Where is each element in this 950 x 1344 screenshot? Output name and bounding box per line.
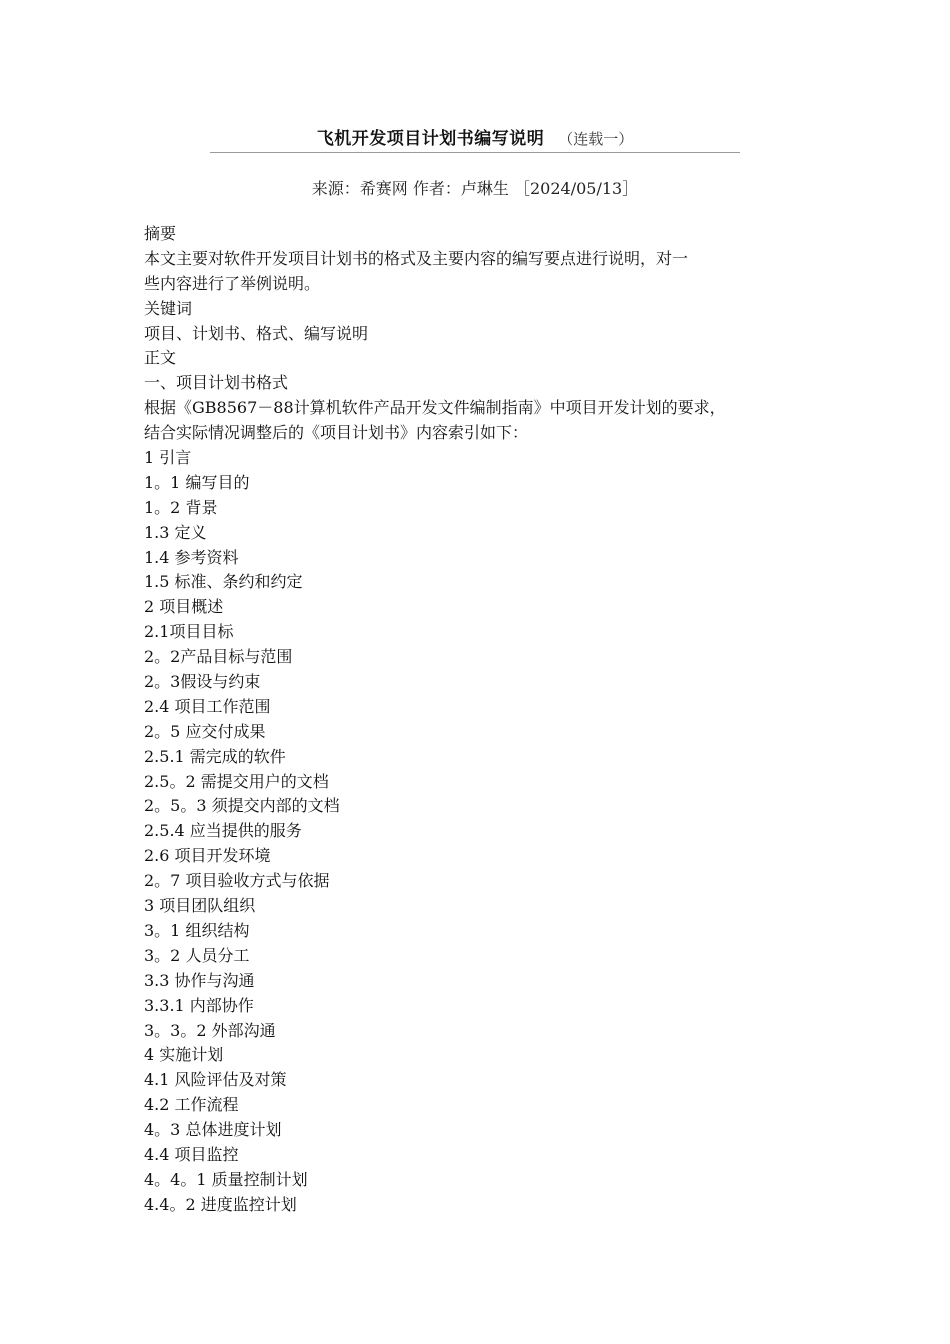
outline-item: 3。2 人员分工 xyxy=(144,945,250,965)
outline-item: 2。5 应交付成果 xyxy=(144,721,266,741)
outline-item: 3.3.1 内部协作 xyxy=(144,995,254,1015)
outline-item: 4.2 工作流程 xyxy=(144,1095,239,1115)
outline-item: 2.6 项目开发环境 xyxy=(144,846,271,866)
document-subtitle: （连载一） xyxy=(558,130,634,148)
outline-item: 1.3 定义 xyxy=(144,522,207,542)
abstract-text-line: 些内容进行了举例说明。 xyxy=(144,273,321,293)
meta-source: 来源：希赛网 xyxy=(311,179,408,198)
outline-item: 4.1 风险评估及对策 xyxy=(144,1070,287,1090)
document-meta xyxy=(0,176,950,199)
outline-item: 4.4。2 进度监控计划 xyxy=(144,1194,297,1214)
body-heading: 正文 xyxy=(144,348,177,368)
outline-item: 1.5 标准、条约和约定 xyxy=(144,572,303,592)
outline-item: 2。3假设与约束 xyxy=(144,672,261,692)
outline-item: 1。2 背景 xyxy=(144,497,218,517)
outline-item: 1 引言 xyxy=(144,448,192,468)
outline-item: 2.5。2 需提交用户的文档 xyxy=(144,771,329,791)
outline-item: 2.1项目目标 xyxy=(144,622,234,642)
abstract-text-line: 本文主要对软件开发项目计划书的格式及主要内容的编写要点进行说明，对一 xyxy=(144,248,689,268)
outline-item: 3。3。2 外部沟通 xyxy=(144,1020,276,1040)
outline-item: 4。3 总体进度计划 xyxy=(144,1120,282,1140)
meta-author: 作者：卢琳生 xyxy=(412,179,509,198)
outline-item: 2.4 项目工作范围 xyxy=(144,696,271,716)
meta-date: ［2024/05/13］ xyxy=(513,179,639,198)
document-body xyxy=(144,222,809,1218)
document-title: 飞机开发项目计划书编写说明 xyxy=(316,129,545,149)
section-heading: 一、项目计划书格式 xyxy=(144,373,289,393)
document-title-block xyxy=(210,124,740,153)
outline-item: 3。1 组织结构 xyxy=(144,920,250,940)
paragraph-line: 结合实际情况调整后的《项目计划书》内容索引如下： xyxy=(144,423,529,443)
outline-item: 2.5.4 应当提供的服务 xyxy=(144,821,302,841)
outline-item: 1。1 编写目的 xyxy=(144,472,250,492)
outline-item: 2 项目概述 xyxy=(144,597,224,617)
keywords-heading: 关键词 xyxy=(144,298,193,318)
outline-item: 2。5。3 须提交内部的文档 xyxy=(144,796,340,816)
keywords-text: 项目、计划书、格式、编写说明 xyxy=(144,323,369,343)
outline-item: 4.4 项目监控 xyxy=(144,1144,239,1164)
outline-item: 1.4 参考资料 xyxy=(144,547,239,567)
outline-item: 3.3 协作与沟通 xyxy=(144,970,255,990)
outline-item: 3 项目团队组织 xyxy=(144,896,256,916)
outline-item: 2。2产品目标与范围 xyxy=(144,647,293,667)
outline-item: 2。7 项目验收方式与依据 xyxy=(144,871,330,891)
outline-item: 4。4。1 质量控制计划 xyxy=(144,1169,308,1189)
outline-item: 2.5.1 需完成的软件 xyxy=(144,746,286,766)
abstract-heading: 摘要 xyxy=(144,224,177,243)
outline-item: 4 实施计划 xyxy=(144,1045,224,1065)
paragraph-line: 根据《GB8567－88计算机软件产品开发文件编制指南》中项目开发计划的要求， xyxy=(144,398,726,418)
